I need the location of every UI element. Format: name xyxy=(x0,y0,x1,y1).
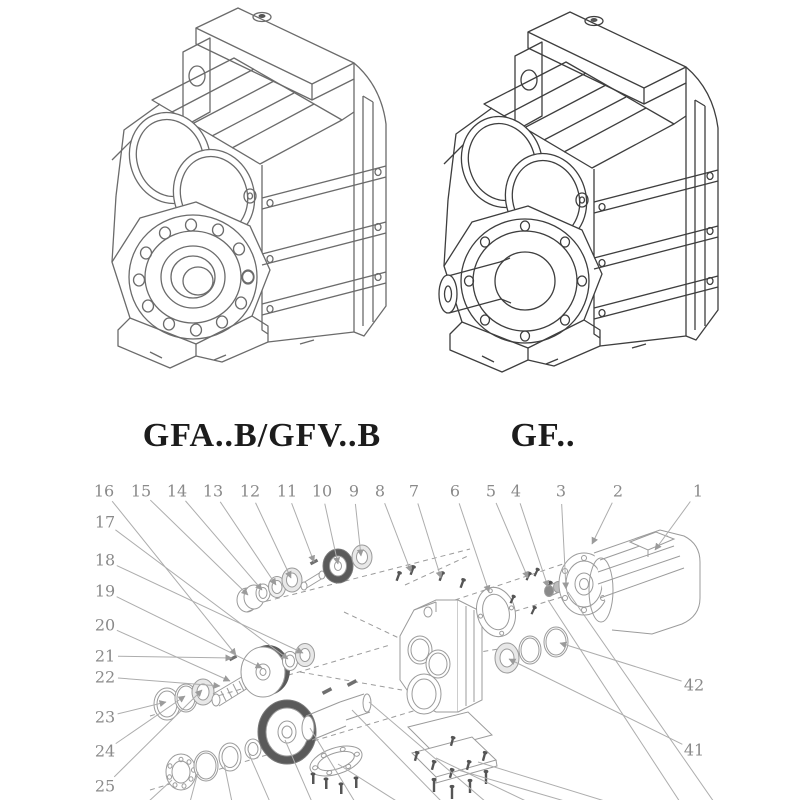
leader-line-7 xyxy=(418,503,441,578)
cutoff-leader-line xyxy=(249,754,270,800)
callout-number-7: 7 xyxy=(408,481,420,501)
cutoff-leader-line xyxy=(338,764,398,800)
callout-number-1: 1 xyxy=(692,481,704,501)
leader-line-20 xyxy=(117,630,230,681)
model-label-right: GF.. xyxy=(510,417,576,454)
callout-number-20: 20 xyxy=(94,615,116,635)
callout-number-22: 22 xyxy=(94,667,116,687)
callout-number-17: 17 xyxy=(94,512,116,532)
leader-line-13 xyxy=(220,502,276,585)
callout-number-13: 13 xyxy=(202,481,224,501)
input-shaft-parts xyxy=(237,545,372,612)
callout-number-15: 15 xyxy=(130,481,152,501)
callout-number-25: 25 xyxy=(94,776,116,796)
output-bearing xyxy=(495,643,519,673)
leader-line-16 xyxy=(112,501,236,655)
callout-number-23: 23 xyxy=(94,707,116,727)
callout-number-42: 42 xyxy=(683,675,705,695)
leader-line-15 xyxy=(150,500,248,595)
leader-line-2 xyxy=(592,503,612,544)
motor xyxy=(589,530,700,634)
gearbox-drawing-right xyxy=(439,12,718,372)
callout-number-10: 10 xyxy=(311,481,333,501)
leader-line-12 xyxy=(256,503,291,578)
callout-number-24: 24 xyxy=(94,741,116,761)
callout-number-21: 21 xyxy=(94,646,116,666)
gear-housing xyxy=(400,600,482,714)
leader-line-8 xyxy=(385,503,411,572)
gearbox-drawing-left xyxy=(112,8,386,368)
leader-line-11 xyxy=(292,503,314,562)
assembly-axis-lines xyxy=(150,549,585,790)
exploded-view xyxy=(150,530,700,799)
callout-number-12: 12 xyxy=(239,481,261,501)
callout-number-3: 3 xyxy=(555,481,567,501)
callout-number-2: 2 xyxy=(612,481,624,501)
snap-rings xyxy=(519,627,568,664)
leader-line-4 xyxy=(520,503,548,587)
callout-number-16: 16 xyxy=(93,481,115,501)
callout-number-9: 9 xyxy=(348,481,360,501)
model-label-left: GFA..B/GFV..B xyxy=(142,417,382,454)
callout-number-18: 18 xyxy=(94,550,116,570)
callout-number-8: 8 xyxy=(374,481,386,501)
callout-number-6: 6 xyxy=(449,481,461,501)
callout-number-19: 19 xyxy=(94,581,116,601)
bottom-cover xyxy=(408,712,497,799)
callout-number-41: 41 xyxy=(683,740,705,760)
flange-bolts xyxy=(311,772,359,794)
leader-line-41 xyxy=(509,659,682,744)
callout-number-4: 4 xyxy=(510,481,522,501)
callout-number-11: 11 xyxy=(276,481,298,501)
leader-line-24 xyxy=(116,696,185,744)
callout-number-5: 5 xyxy=(485,481,497,501)
callout-number-14: 14 xyxy=(166,481,188,501)
leader-line-42 xyxy=(560,643,682,681)
